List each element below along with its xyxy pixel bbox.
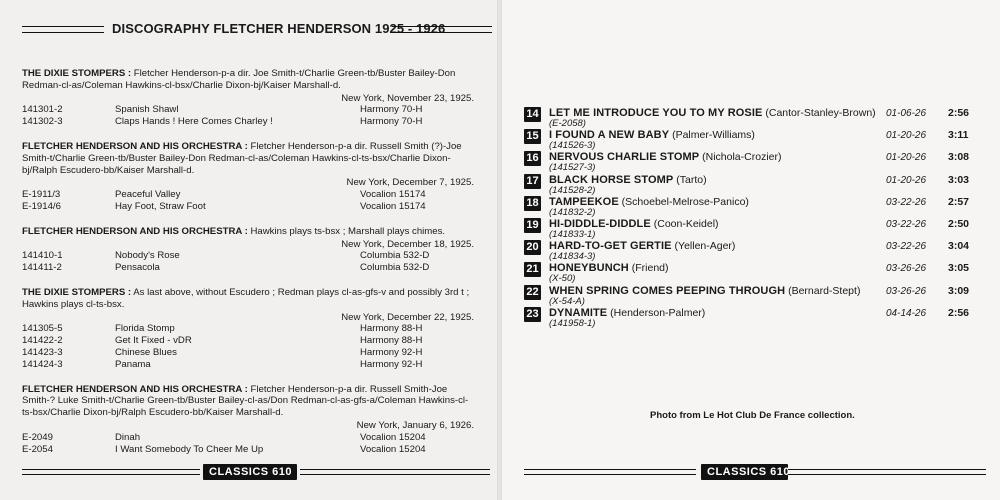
recording-title: Dinah <box>115 431 141 443</box>
issue-number: Columbia 532-D <box>360 250 430 262</box>
track-composer: (Nichola-Crozier) <box>699 151 782 164</box>
track-number: 18 <box>524 196 541 211</box>
track-date: 03-22-26 <box>886 241 927 253</box>
matrix-number: 141305-5 <box>22 323 63 335</box>
track-duration: 3:08 <box>948 151 970 164</box>
band-name: THE DIXIE STOMPERS : <box>22 286 132 298</box>
track-date: 04-14-26 <box>886 307 927 319</box>
track-date: 03-26-26 <box>886 263 927 275</box>
matrix-number: 141302-3 <box>22 116 63 128</box>
recordings <box>22 189 474 213</box>
track-title: HARD-TO-GET GERTIE <box>549 240 672 253</box>
recording-title: Florida Stomp <box>115 323 175 335</box>
track-duration: 2:50 <box>948 217 970 230</box>
track-date: 03-22-26 <box>886 196 927 208</box>
page-title: DISCOGRAPHY FLETCHER HENDERSON 1925 - 1926 <box>112 21 446 36</box>
band-name: FLETCHER HENDERSON AND HIS ORCHESTRA : <box>22 225 248 237</box>
recording-title: I Want Somebody To Cheer Me Up <box>115 443 264 455</box>
issue-number: Vocalion 15174 <box>360 200 426 212</box>
header-rule-left <box>22 26 104 33</box>
footer-rule <box>300 469 490 475</box>
discography-header <box>0 23 497 35</box>
track-row <box>524 217 974 239</box>
issue-number: Harmony 92-H <box>360 346 423 358</box>
track-composer: (Cantor-Stanley-Brown) <box>762 107 876 119</box>
issue-number: Harmony 92-H <box>360 358 423 370</box>
track-number: 21 <box>524 262 541 277</box>
track-title: HONEYBUNCH <box>549 262 629 275</box>
session <box>22 68 474 128</box>
track-number: 17 <box>524 174 541 189</box>
footer-rule <box>22 469 200 475</box>
track-title-line <box>549 285 860 297</box>
track-matrix: (141958-1) <box>549 317 596 329</box>
band-name: FLETCHER HENDERSON AND HIS ORCHESTRA : <box>22 140 248 152</box>
track-composer: (Tarto) <box>673 173 707 186</box>
photo-credit: Photo from Le Hot Club De France collection. <box>650 410 855 421</box>
track-row <box>524 239 974 261</box>
track-composer: (Henderson-Palmer) <box>607 306 706 319</box>
track-date: 01-20-26 <box>886 174 927 186</box>
track-matrix: (141832-2) <box>549 206 596 218</box>
track-number: 22 <box>524 285 541 300</box>
track-date: 01-20-26 <box>886 152 927 164</box>
track-number: 23 <box>524 307 541 322</box>
personnel-text: Fletcher Henderson-p-a dir. Joe Smith-t/Charlie Green-tb/Buster Bailey-Don Redman-cl-as/Coleman Hawkins-cl-bsx/Charlie Dixon-bj/Kaiser Marshall-d. <box>22 68 456 91</box>
track-title: BLACK HORSE STOMP <box>549 173 674 186</box>
track-duration: 3:11 <box>948 129 969 142</box>
recordings <box>22 104 474 128</box>
matrix-number: 141301-2 <box>22 104 63 116</box>
track-matrix: (141528-2) <box>549 184 596 196</box>
session <box>22 287 474 371</box>
personnel <box>22 68 474 92</box>
issue-number: Harmony 70-H <box>360 104 423 116</box>
track-title: DYNAMITE <box>549 306 608 319</box>
track-row <box>524 195 974 217</box>
track-composer: (Schoebel-Melrose-Panico) <box>618 195 749 208</box>
session-location: New York, December 18, 1925. <box>341 238 474 250</box>
recording-title: Panama <box>115 358 151 370</box>
catalog-badge: CLASSICS 610 <box>203 464 297 480</box>
personnel-text: Hawkins plays ts-bsx ; Marshall plays chimes. <box>247 225 446 237</box>
personnel <box>22 384 474 419</box>
recording-title: Chinese Blues <box>115 346 177 358</box>
track-list <box>524 106 974 328</box>
issue-number: Vocalion 15204 <box>360 443 426 455</box>
track-number: 19 <box>524 218 541 233</box>
session <box>22 141 474 213</box>
track-row <box>524 150 974 172</box>
track-duration: 3:03 <box>948 173 970 186</box>
track-duration: 3:09 <box>948 284 970 297</box>
session <box>22 226 474 274</box>
track-matrix: (X-50) <box>549 273 576 285</box>
issue-number: Columbia 532-D <box>360 262 430 274</box>
header-rule-right <box>392 26 492 33</box>
track-duration: 3:05 <box>948 262 970 275</box>
track-duration: 2:56 <box>948 107 970 119</box>
track-title: NERVOUS CHARLIE STOMP <box>549 151 700 164</box>
personnel-text: Fletcher Henderson-p-a dir. Russell Smith-Joe Smith-? Luke Smith-t/Charlie Green-tb/Buster Bailey-cl-as/Don Redman-cl-as-gfs-a/Coleman Hawkins-cl-ts-bsx/Charlie Dixon-bj/Ralph Escudero-bb/Kaiser Marshall-d. <box>22 383 469 419</box>
personnel <box>22 141 474 176</box>
track-title-line <box>549 107 876 119</box>
recordings <box>22 250 474 274</box>
track-number: 20 <box>524 240 541 255</box>
issue-number: Harmony 88-H <box>360 335 423 347</box>
discography-sessions <box>22 68 474 468</box>
track-title: I FOUND A NEW BABY <box>549 129 670 142</box>
matrix-number: E-1914/6 <box>22 200 61 212</box>
session-location: New York, November 23, 1925. <box>341 92 474 104</box>
issue-number: Vocalion 15174 <box>360 189 426 201</box>
track-row <box>524 306 974 328</box>
matrix-number: 141423-3 <box>22 346 63 358</box>
track-matrix: (E-2058) <box>549 118 586 129</box>
footer-left <box>0 464 497 480</box>
session-location: New York, December 7, 1925. <box>346 177 474 189</box>
track-composer: (Coon-Keidel) <box>650 217 719 230</box>
track-composer: (Friend) <box>628 262 669 275</box>
track-matrix: (141527-3) <box>549 162 596 174</box>
track-date: 01-06-26 <box>886 108 927 119</box>
recording-title: Peaceful Valley <box>115 189 181 201</box>
session-location: New York, January 6, 1926. <box>356 419 474 431</box>
matrix-number: 141424-3 <box>22 358 63 370</box>
issue-number: Vocalion 15204 <box>360 431 426 443</box>
personnel <box>22 226 474 238</box>
band-name: THE DIXIE STOMPERS : <box>22 68 132 79</box>
issue-number: Harmony 88-H <box>360 323 423 335</box>
footer-rule <box>524 469 696 475</box>
session <box>22 384 474 456</box>
track-matrix: (141526-3) <box>549 140 596 152</box>
track-row <box>524 261 974 283</box>
track-row <box>524 106 974 128</box>
recording-title: Nobody's Rose <box>115 250 180 262</box>
track-title: TAMPEEKOE <box>549 195 619 208</box>
personnel-text: As last above, without Escudero ; Redman plays cl-as-gfs-v and possibly 3rd t ; Hawkins plays cl-ts-bsx. <box>22 286 470 310</box>
track-composer: (Bernard-Stept) <box>785 284 861 297</box>
track-title: HI-DIDDLE-DIDDLE <box>549 217 651 230</box>
matrix-number: 141411-2 <box>22 262 62 274</box>
track-matrix: (141833-1) <box>549 228 596 240</box>
recordings <box>22 323 474 370</box>
track-number: 16 <box>524 151 541 166</box>
recordings <box>22 432 474 456</box>
track-composer: (Yellen-Ager) <box>671 240 736 253</box>
issue-number: Harmony 70-H <box>360 116 423 128</box>
track-date: 03-26-26 <box>886 285 927 297</box>
recording-title: Hay Foot, Straw Foot <box>115 200 206 212</box>
track-matrix: (X-54-A) <box>549 295 585 307</box>
session-location: New York, December 22, 1925. <box>341 311 474 323</box>
catalog-badge: CLASSICS 610 <box>701 464 788 480</box>
recording-title: Get It Fixed - vDR <box>115 335 192 347</box>
track-duration: 2:56 <box>948 306 970 319</box>
track-duration: 2:57 <box>948 195 970 208</box>
track-duration: 3:04 <box>948 240 970 253</box>
matrix-number: E-2054 <box>22 443 53 455</box>
recording-title: Pensacola <box>115 262 160 274</box>
matrix-number: E-2049 <box>22 431 53 443</box>
track-composer: (Palmer-Williams) <box>669 129 755 142</box>
track-date: 03-22-26 <box>886 218 927 230</box>
track-row <box>524 284 974 306</box>
footer-rule <box>788 469 986 475</box>
band-name: FLETCHER HENDERSON AND HIS ORCHESTRA : <box>22 383 248 395</box>
track-number: 15 <box>524 129 541 144</box>
track-row <box>524 173 974 195</box>
matrix-number: 141422-2 <box>22 335 63 347</box>
track-number: 14 <box>524 107 541 122</box>
personnel <box>22 287 474 311</box>
track-date: 01-20-26 <box>886 130 927 142</box>
recording-title: Claps Hands ! Here Comes Charley ! <box>115 116 273 128</box>
track-matrix: (141834-3) <box>549 251 596 263</box>
personnel-text: Fletcher Henderson-p-a dir. Russell Smith (?)-Joe Smith-t/Charlie Green-tb/Buster Bailey-Don Redman-cl-as/Coleman Hawkins-cl-ts-bsx/Charlie Dixon-bj/Ralph Escudero-bb/Kaiser Marshall-d. <box>22 140 462 176</box>
footer-right <box>502 464 1000 480</box>
track-title: LET ME INTRODUCE YOU TO MY ROSIE <box>549 107 763 119</box>
matrix-number: E-1911/3 <box>22 189 61 201</box>
track-row <box>524 128 974 150</box>
track-title: WHEN SPRING COMES PEEPING THROUGH <box>549 284 786 297</box>
matrix-number: 141410-1 <box>22 250 63 262</box>
recording-title: Spanish Shawl <box>115 104 179 116</box>
